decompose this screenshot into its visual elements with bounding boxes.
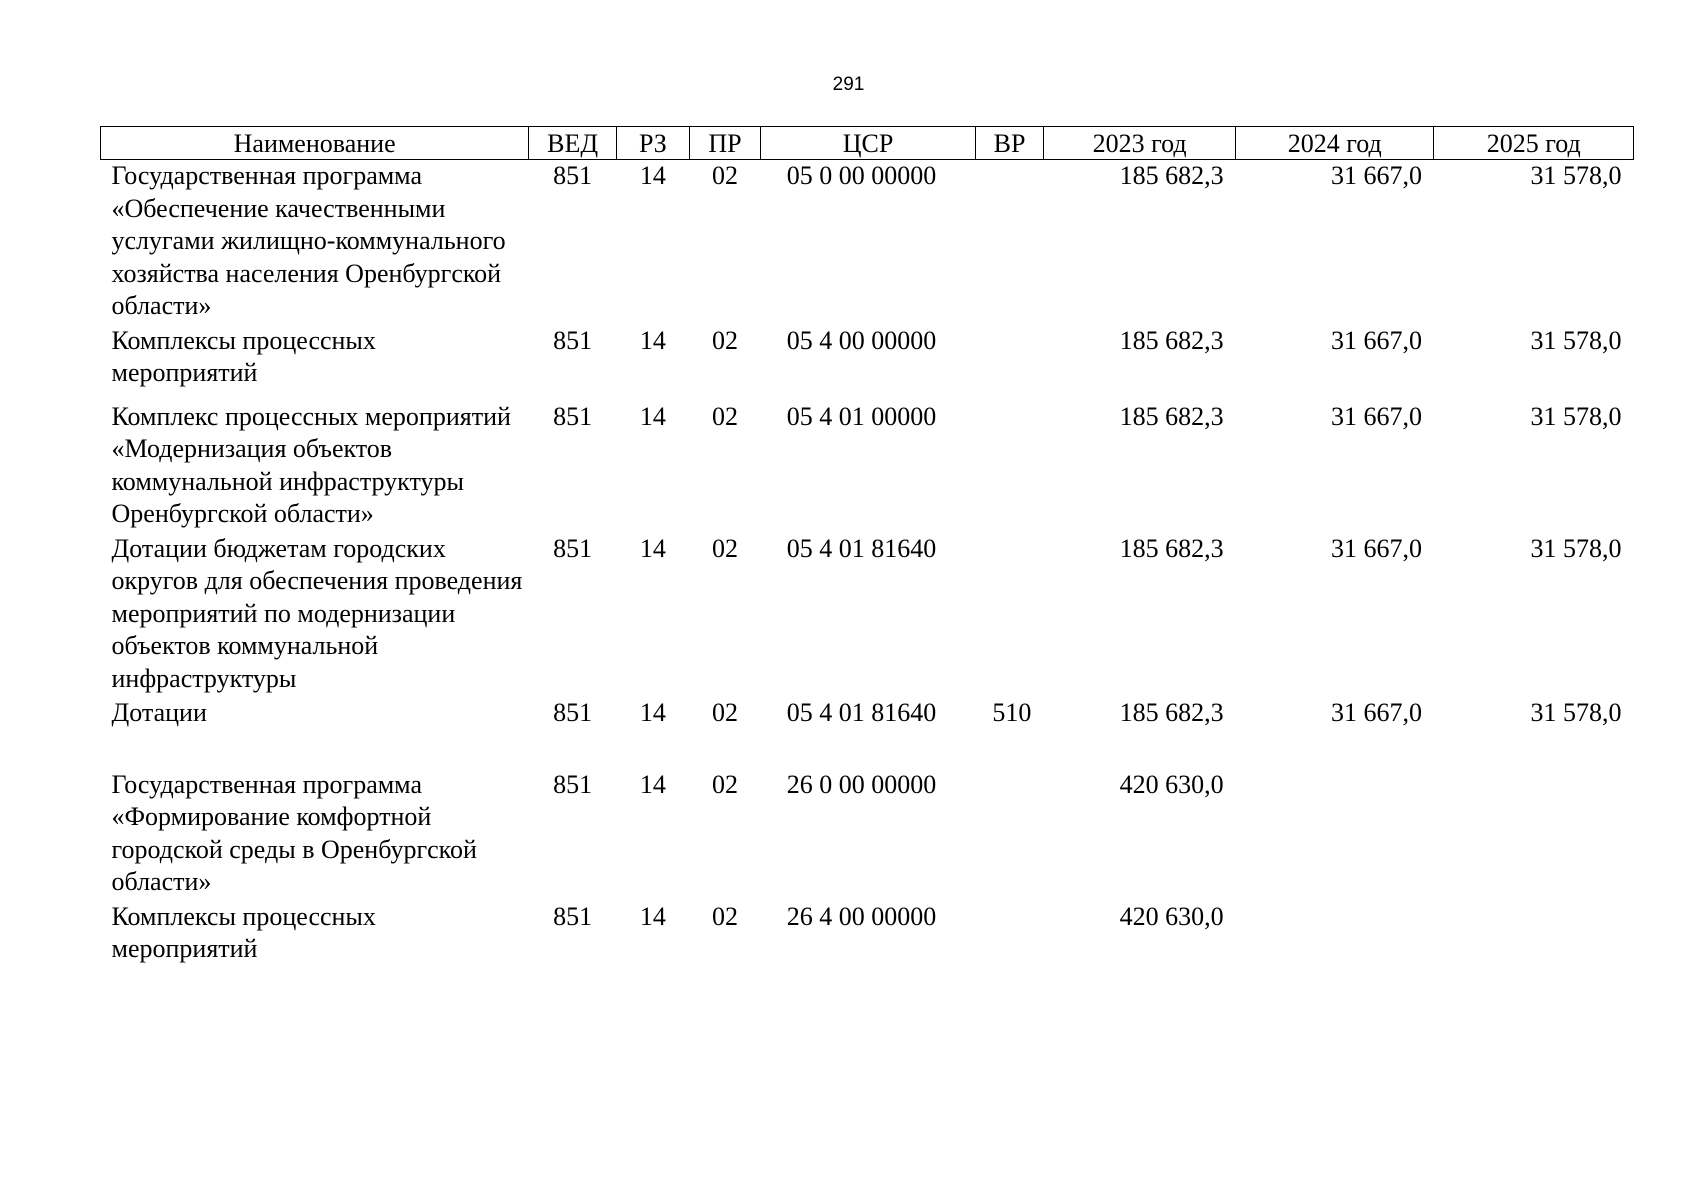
row-2023: 185 682,3 (1119, 325, 1224, 355)
page-number: 291 (832, 74, 865, 95)
row-name: Государственная программа «Обеспечение качественными услугами жилищно-коммунального хозяйства населения Оренбургской области» (111, 161, 506, 320)
row-rz: 14 (639, 698, 666, 727)
row-csr: 26 4 00 00000 (786, 901, 937, 931)
row-pr: 02 (711, 769, 738, 799)
row-pr: 02 (711, 901, 738, 931)
row-rz: 14 (639, 901, 666, 931)
row-pr: 02 (711, 401, 738, 431)
row-2023: 420 630,0 (1119, 901, 1224, 931)
row-2024: 31 667,0 (1330, 533, 1422, 563)
row-csr: 05 4 01 81640 (786, 533, 937, 563)
row-pr: 02 (711, 161, 738, 190)
header-rz: РЗ (617, 127, 690, 160)
header-name: Наименование (101, 127, 529, 160)
row-2024 (1236, 901, 1434, 968)
table-row (101, 325, 1634, 401)
row-2023: 420 630,0 (1119, 769, 1224, 799)
row-name: Дотации (111, 698, 207, 727)
row-vr (975, 769, 1043, 901)
row-2023: 185 682,3 (1119, 401, 1224, 431)
row-2025 (1434, 901, 1634, 968)
row-vr (975, 401, 1043, 533)
row-csr: 26 0 00 00000 (786, 769, 937, 799)
header-vr: ВР (975, 127, 1043, 160)
table-row (101, 401, 1634, 533)
row-2023: 185 682,3 (1119, 161, 1224, 190)
row-rz: 14 (639, 161, 666, 190)
row-ved: 851 (553, 161, 593, 190)
row-csr: 05 4 01 81640 (786, 698, 937, 727)
row-2025: 31 578,0 (1530, 325, 1622, 355)
header-pr: ПР (689, 127, 761, 160)
table-row (101, 769, 1634, 901)
row-pr: 02 (711, 698, 738, 727)
row-rz: 14 (639, 769, 666, 799)
row-2025 (1434, 769, 1634, 901)
row-pr: 02 (711, 533, 738, 563)
row-rz: 14 (639, 533, 666, 563)
row-2023: 185 682,3 (1119, 698, 1224, 727)
row-2024: 31 667,0 (1330, 325, 1422, 355)
row-2023: 185 682,3 (1119, 533, 1224, 563)
row-pr: 02 (711, 325, 738, 355)
row-vr (975, 160, 1043, 325)
table-row (101, 901, 1634, 968)
row-name: Комплексы процессных мероприятий (111, 901, 376, 963)
row-ved: 851 (553, 769, 593, 799)
row-name: Государственная программа «Формирование комфортной городской среды в Оренбургской области» (111, 769, 477, 896)
row-2024: 31 667,0 (1330, 698, 1422, 727)
table-row (101, 533, 1634, 698)
header-ved: ВЕД (529, 127, 617, 160)
row-2025: 31 578,0 (1530, 401, 1622, 431)
row-name: Комплекс процессных мероприятий «Модернизация объектов коммунальной инфраструктуры Оренбургской области» (111, 401, 511, 528)
row-vr: 510 (992, 698, 1032, 727)
row-ved: 851 (553, 401, 593, 431)
header-2025: 2025 год (1434, 127, 1634, 160)
row-csr: 05 4 00 00000 (786, 325, 937, 355)
row-name: Комплексы процессных мероприятий (111, 325, 376, 387)
row-vr (975, 533, 1043, 698)
budget-table (100, 126, 1634, 968)
table-row (101, 160, 1634, 325)
row-2024: 31 667,0 (1330, 401, 1422, 431)
row-vr (975, 901, 1043, 968)
row-2025: 31 578,0 (1530, 161, 1622, 190)
row-rz: 14 (639, 325, 666, 355)
row-name: Дотации бюджетам городских округов для обеспечения проведения мероприятий по модернизации объектов коммунальной инфраструктуры (111, 533, 523, 693)
table-header-row (101, 127, 1634, 160)
table-row (101, 697, 1634, 769)
header-2024: 2024 год (1236, 127, 1434, 160)
row-ved: 851 (553, 533, 593, 563)
row-ved: 851 (553, 698, 593, 727)
row-2025: 31 578,0 (1530, 533, 1622, 563)
row-csr: 05 0 00 00000 (786, 161, 937, 190)
row-csr: 05 4 01 00000 (786, 401, 937, 431)
row-2024 (1236, 769, 1434, 901)
row-rz: 14 (639, 401, 666, 431)
row-ved: 851 (553, 325, 593, 355)
row-ved: 851 (553, 901, 593, 931)
row-2024: 31 667,0 (1330, 161, 1422, 190)
row-vr (975, 325, 1043, 401)
header-csr: ЦСР (761, 127, 976, 160)
row-2025: 31 578,0 (1530, 698, 1622, 727)
header-2023: 2023 год (1044, 127, 1236, 160)
